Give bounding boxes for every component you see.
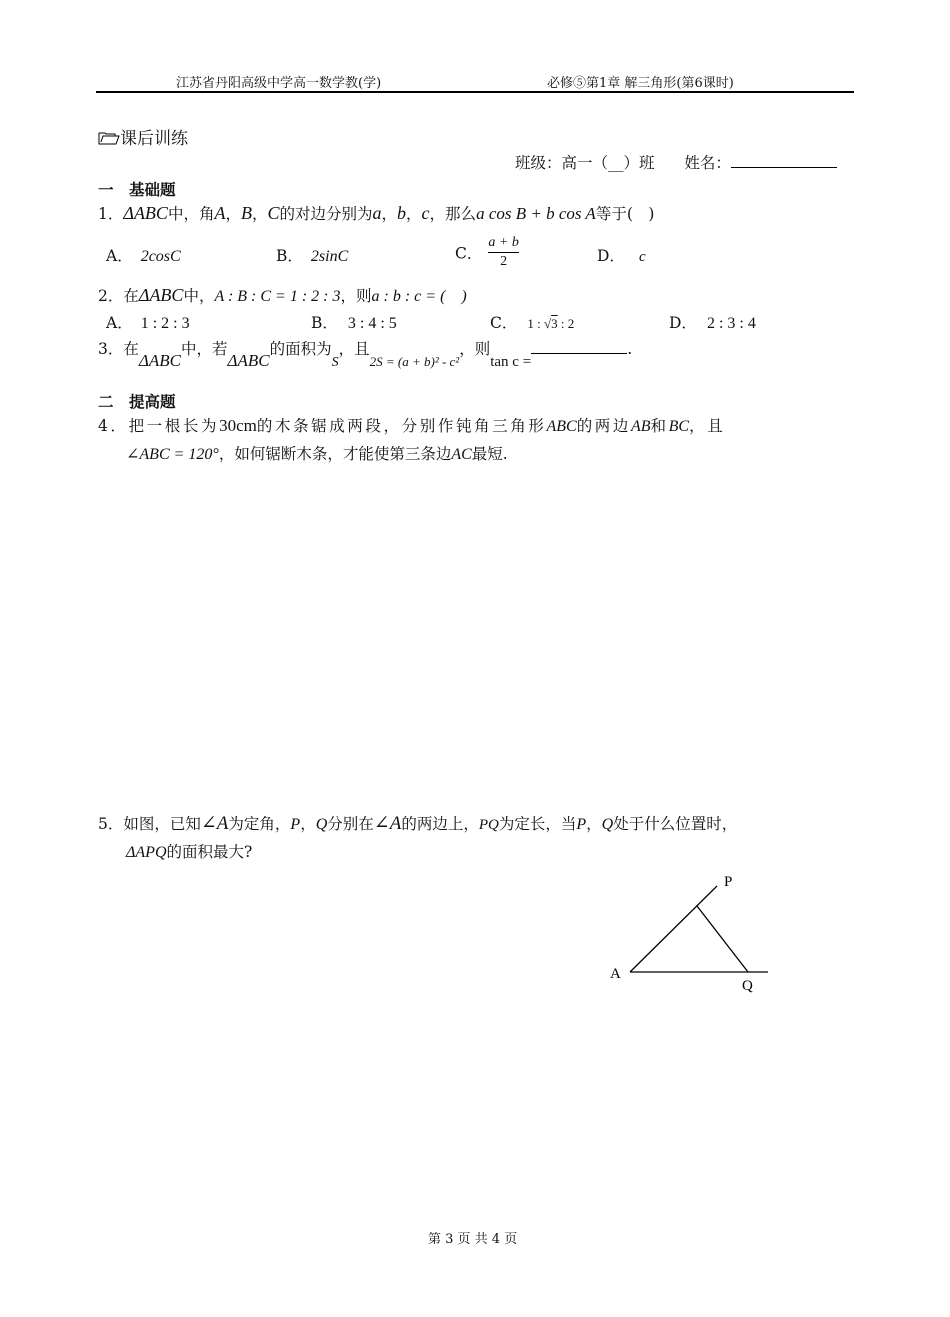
label-Q: Q	[742, 978, 753, 994]
option-label: C．	[490, 314, 518, 332]
q3-triangle: ΔABC	[227, 351, 270, 370]
q5-var-Q: Q	[601, 816, 614, 833]
q5-var-P: P	[576, 816, 587, 833]
triangle-figure	[600, 868, 780, 998]
q1-text: 等于( )	[595, 205, 655, 223]
q1-var-B: B	[240, 203, 252, 223]
q1-var-b: b	[397, 203, 407, 223]
q3-period: .	[627, 340, 633, 358]
option-label: D．	[597, 247, 625, 265]
page-footer: 第 3 页 共 4 页	[428, 1232, 518, 1247]
q2-text: ，则	[340, 287, 372, 305]
option-label: D．	[669, 314, 697, 332]
q5-var-Q: Q	[315, 816, 328, 833]
section-advanced: 二 提高题	[98, 392, 176, 411]
q3-expression: 2S = (a + b)² - c²	[369, 354, 460, 369]
q1-triangle: ΔABC	[123, 203, 168, 223]
ratio-part: : 2	[557, 316, 575, 331]
q1-comma: ，	[406, 205, 422, 223]
fraction-numerator: a + b	[488, 235, 519, 250]
q4-text: ，如何锯断木条，才能使第三条边	[218, 445, 452, 463]
q5-text: 为定角，	[228, 815, 291, 833]
q2-expression: a : b : c = ( )	[371, 288, 467, 305]
option-label: A．	[106, 247, 133, 265]
class-name-line	[515, 151, 837, 173]
option-value: 3 : 4 : 5	[347, 315, 397, 332]
question-4-line1	[98, 414, 725, 436]
class-suffix: ）班	[623, 154, 655, 172]
q4-text: 的两边	[576, 417, 631, 435]
q1-var-C: C	[267, 203, 280, 223]
q5-triangle: ΔAPQ	[126, 844, 167, 861]
q1-var-c: c	[421, 203, 430, 223]
q4-angle: ∠ABC = 120°	[126, 446, 219, 463]
q5-text: 的面积最大?	[166, 843, 253, 861]
q1-expression: a cos B + b cos A	[476, 204, 596, 223]
q4-var-ABC: ABC	[546, 418, 577, 435]
q1-option-a[interactable]	[106, 244, 181, 266]
q1-var-a: a	[372, 203, 382, 223]
q4-var-AB: AB	[631, 418, 651, 435]
q1-text: ，那么	[429, 205, 477, 223]
q1-comma: ，	[381, 205, 398, 223]
question-4-line2	[126, 442, 508, 464]
q2-text: 中，	[183, 287, 215, 305]
sqrt-radicand: 3	[551, 316, 558, 331]
q2-number: 2．在	[98, 287, 139, 305]
q4-text: 的木条锯成两段，分别作钝角三角形	[256, 417, 547, 435]
q4-text: ，且	[689, 417, 726, 435]
q1-comma: ，	[251, 205, 268, 223]
class-label: 班级：高一（	[515, 154, 609, 172]
option-label: B．	[311, 314, 338, 332]
q3-text: 中，若	[180, 340, 228, 358]
q2-triangle: ΔABC	[138, 285, 184, 305]
q2-option-d[interactable]	[669, 311, 756, 333]
q2-option-c[interactable]	[490, 311, 574, 333]
segment-PQ	[697, 906, 748, 972]
q5-var-P: P	[290, 816, 301, 833]
q1-option-c[interactable]	[455, 234, 519, 271]
option-value: 2cosC	[140, 248, 181, 265]
header-left: 江苏省丹阳高级中学高一数学教(学)	[176, 76, 382, 91]
option-value: 2 : 3 : 4	[706, 315, 756, 332]
name-blank[interactable]	[731, 167, 837, 168]
question-1	[98, 202, 654, 224]
q4-text: 把一根长为	[128, 417, 220, 435]
option-label: A．	[106, 314, 133, 332]
label-P: P	[724, 874, 733, 890]
header-right: 必修⑤第1章 解三角形(第6课时)	[547, 76, 734, 91]
q5-number: 5．如图，已知	[98, 815, 201, 833]
q5-comma: ，	[300, 815, 316, 833]
q4-text: 最短.	[471, 445, 508, 463]
option-label: C．	[455, 244, 483, 263]
q5-angle: ∠A	[200, 813, 229, 834]
section-title: 课后训练	[120, 129, 188, 149]
q3-var-S: S	[331, 355, 339, 370]
q1-text: 的对边分别为	[279, 205, 373, 223]
ray-AP	[630, 886, 717, 972]
q2-option-a[interactable]	[106, 311, 190, 333]
q1-number: 1．	[98, 205, 124, 223]
option-label: B．	[276, 247, 303, 265]
q1-var-A: A	[214, 203, 226, 223]
section-heading	[98, 124, 188, 149]
q4-number: 4．	[98, 417, 129, 435]
q5-text: 处于什么位置时，	[613, 815, 738, 833]
q5-var-PQ: PQ	[478, 817, 499, 833]
q4-var-BC: BC	[668, 418, 690, 435]
q2-option-b[interactable]	[311, 311, 397, 333]
q3-text: 的面积为	[269, 340, 332, 358]
question-5-line2	[126, 840, 252, 862]
q1-text: 中，角	[167, 205, 215, 223]
name-label: 姓名：	[684, 154, 731, 172]
q3-text: ，且	[338, 340, 370, 358]
q2-ratio: A : B : C = 1 : 2 : 3	[214, 288, 341, 305]
q3-tan-expression: tan c =	[490, 354, 532, 370]
q3-answer-blank[interactable]	[531, 353, 627, 354]
ratio-part: 1 :	[527, 316, 544, 331]
option-value: 2sinC	[310, 248, 349, 265]
header-rule	[96, 91, 854, 93]
question-2	[98, 283, 467, 306]
q5-text: 的两边上，	[401, 815, 479, 833]
q4-var-AC: AC	[451, 446, 472, 463]
question-5-line1	[98, 812, 737, 835]
q1-option-d[interactable]	[597, 244, 646, 266]
q1-option-b[interactable]	[276, 244, 348, 266]
q4-length: 30cm	[219, 416, 257, 435]
q3-text: ，则	[459, 340, 491, 358]
q3-triangle: ΔABC	[138, 351, 181, 370]
q5-comma: ，	[586, 815, 602, 833]
q5-text: 分别在	[327, 815, 374, 833]
q5-text: 为定长，当	[498, 815, 577, 833]
option-value: 1 : 2 : 3	[140, 315, 190, 332]
question-3	[98, 337, 633, 370]
option-value: c	[638, 249, 646, 265]
option-fraction	[488, 234, 518, 271]
section-basic: 一 基础题	[98, 180, 176, 199]
q5-angle: ∠A	[373, 813, 402, 834]
q4-text: 和	[650, 417, 669, 435]
option-value: 1 : √3 : 2	[527, 316, 575, 331]
label-A: A	[610, 966, 621, 982]
class-blank[interactable]: __	[608, 154, 624, 172]
q1-comma: ，	[225, 205, 241, 223]
q3-number: 3．在	[98, 340, 139, 358]
fraction-denominator: 2	[488, 252, 518, 271]
folder-icon	[98, 130, 120, 146]
